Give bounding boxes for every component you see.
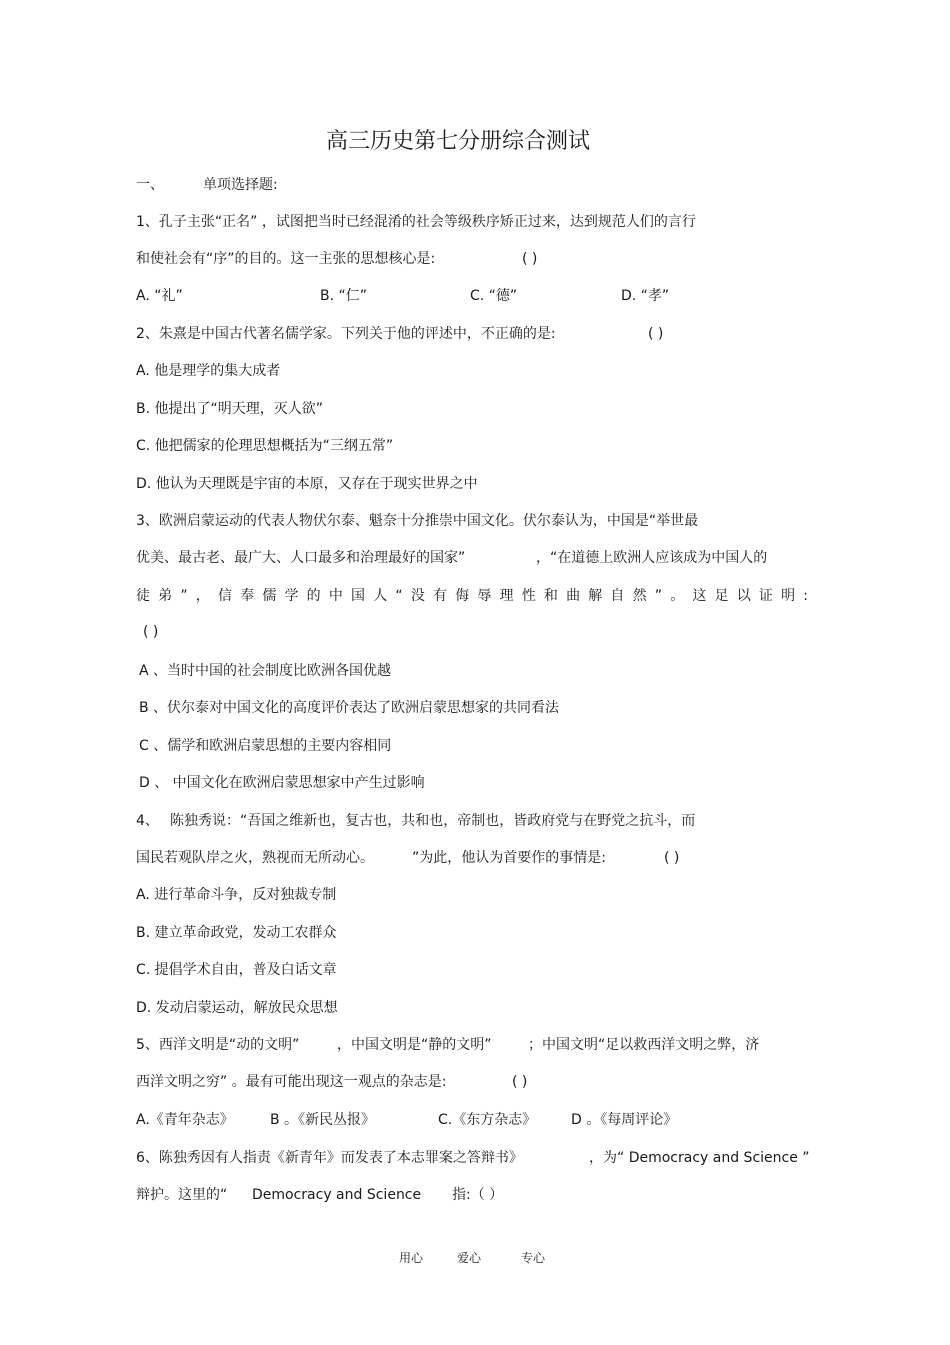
question-1-line-1: 1、孔子主张“正名” ，试图把当时已经混淆的社会等级秩序矫正过来，达到规范人们的言行	[136, 214, 696, 230]
option-a: A 、当时中国的社会制度比欧洲各国优越	[139, 663, 392, 679]
question-5-line-1b: ，中国文明是“静的文明”	[337, 1037, 492, 1053]
option-b: B. 他提出了“明天理，灭人欲”	[136, 401, 324, 417]
question-2-stem: 2、朱熹是中国古代著名儒学家。下列关于他的评述中，不正确的是:	[136, 326, 556, 342]
question-5-line-1c: ；中国文明“足以救西洋文明之弊，济	[528, 1037, 760, 1053]
section-heading: 单项选择题:	[203, 177, 278, 193]
question-6-line-1b: ，为“ Democracy and Science ”	[589, 1150, 810, 1166]
footer-text: 用心	[399, 1251, 424, 1265]
question-3-line-2a: 优美、最古老、最广大、人口最多和治理最好的国家”	[136, 550, 466, 566]
question-3-line-2b: ，“在道德上欧洲人应该成为中国人的	[536, 550, 768, 566]
option-d: D. 发动启蒙运动，解放民众思想	[136, 1000, 338, 1016]
question-5-line-2: 西洋文明之穷” 。最有可能出现这一观点的杂志是:	[136, 1074, 447, 1090]
answer-paren: ( )	[522, 251, 538, 267]
option-d: D 。《每周评论》	[571, 1112, 678, 1128]
question-4-line-2b: ”为此，他认为首要作的事情是:	[412, 850, 606, 866]
answer-paren: ( )	[512, 1074, 528, 1090]
question-4-number: 4、	[136, 813, 159, 829]
option-a: A. 他是理学的集大成者	[136, 363, 281, 379]
option-c: C 、儒学和欧洲启蒙思想的主要内容相同	[139, 738, 392, 754]
option-b: B 、伏尔泰对中国文化的高度评价表达了欧洲启蒙思想家的共同看法	[139, 700, 560, 716]
option-c: C. 提倡学术自由，普及白话文章	[136, 962, 337, 978]
option-b: B. 建立革命政党，发动工农群众	[136, 925, 337, 941]
option-d: D. 他认为天理既是宇宙的本原，又存在于现实世界之中	[136, 476, 478, 492]
option-c: C. 他把儒家的伦理思想概括为“三纲五常”	[136, 438, 394, 454]
question-6-line-2c: 指:（ ）	[452, 1187, 504, 1203]
page-title: 高三历史第七分册综合测试	[325, 129, 590, 154]
question-3-line-3: 徒弟”，信奉儒学的中国人“没有侮辱理性和曲解自然”。这足以证明:	[136, 588, 808, 604]
footer-text: 专心	[521, 1251, 546, 1265]
answer-paren: ( )	[648, 326, 664, 342]
question-3-line-1: 3、欧洲启蒙运动的代表人物伏尔泰、魁奈十分推崇中国文化。伏尔泰认为，中国是“举世最	[136, 513, 699, 529]
option-c: C.《东方杂志》	[438, 1112, 537, 1128]
footer-text: 爱心	[457, 1251, 482, 1265]
option-a: A. 进行革命斗争，反对独裁专制	[136, 887, 337, 903]
question-6-line-2a: 辩护。这里的“	[136, 1187, 228, 1203]
option-a: A. “礼”	[136, 288, 183, 304]
option-a: A.《青年杂志》	[136, 1112, 234, 1128]
question-5-line-1a: 5、西洋文明是“动的文明”	[136, 1037, 300, 1053]
option-d: D. “孝”	[621, 288, 670, 304]
question-1-line-2: 和使社会有“序”的目的。这一主张的思想核心是:	[136, 251, 436, 267]
option-b: B 。《新民丛报》	[270, 1112, 376, 1128]
option-d: D 、 中国文化在欧洲启蒙思想家中产生过影响	[139, 775, 425, 791]
option-c: C. “德”	[470, 288, 518, 304]
answer-paren: ( )	[143, 624, 159, 640]
section-number: 一、	[136, 177, 164, 193]
question-6-line-1a: 6、陈独秀因有人指责《新青年》而发表了本志罪案之答辩书》	[136, 1150, 523, 1166]
answer-paren: ( )	[664, 850, 680, 866]
question-4-line-1: 陈独秀说：“吾国之维新也，复古也，共和也，帝制也，皆政府党与在野党之抗斗，而	[170, 813, 696, 829]
question-6-line-2b: Democracy and Science	[252, 1187, 422, 1203]
question-4-line-2a: 国民若观队岸之火，熟视而无所动心。	[136, 850, 374, 866]
option-b: B. “仁”	[320, 288, 368, 304]
